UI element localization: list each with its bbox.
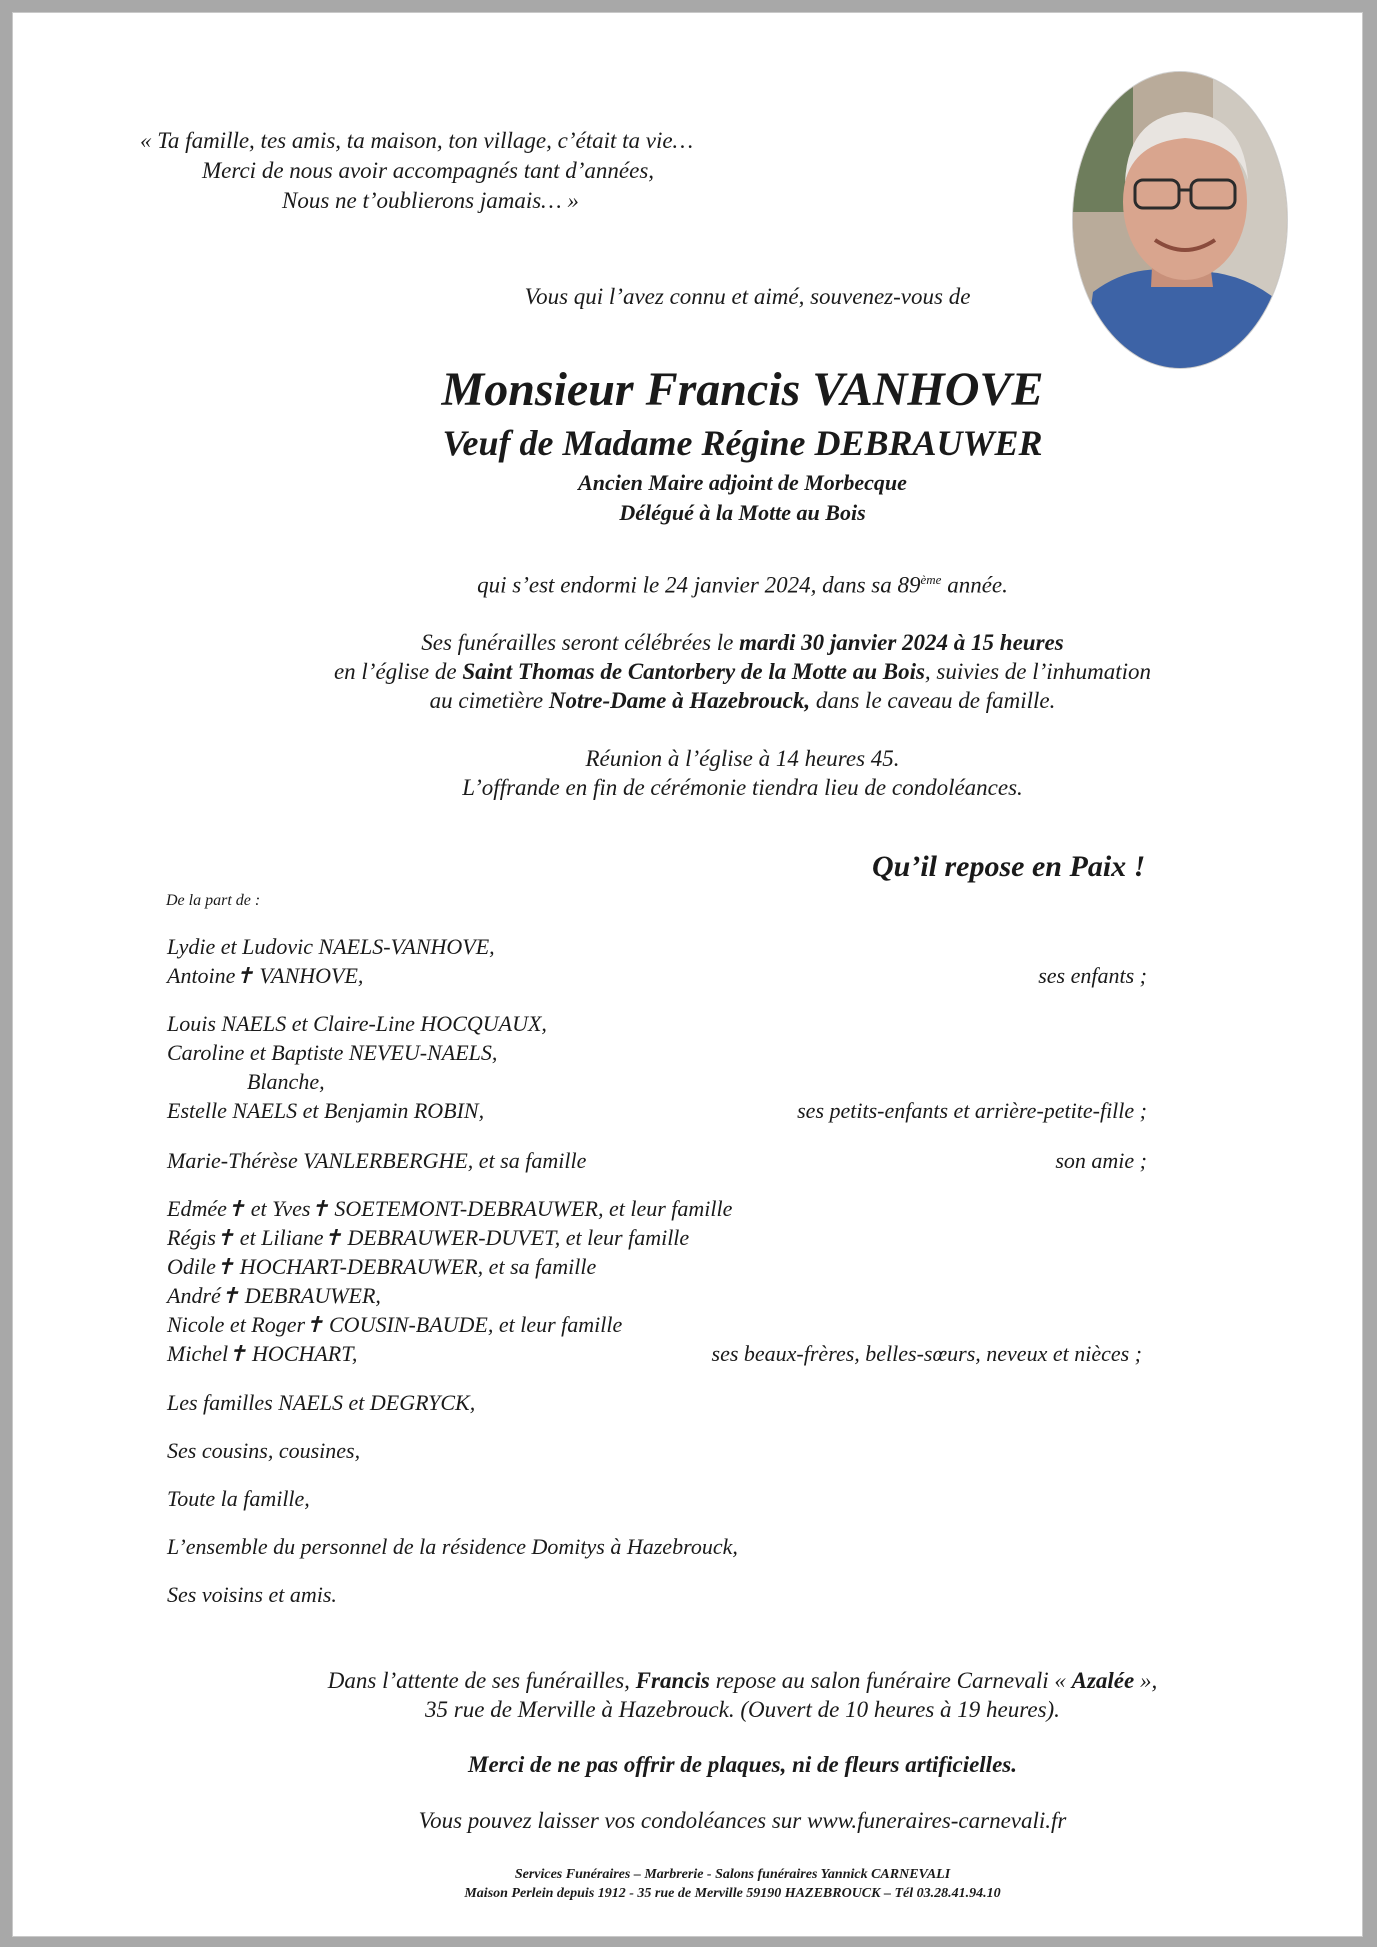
family-line [167,932,1197,961]
family-friend [167,1146,1197,1175]
portrait-photo [1073,72,1287,368]
family-line [167,1223,1197,1252]
family-line [167,1096,1197,1125]
relation-grandchildren: ses petits-enfants et arrière-petite-fille ; [797,1098,1147,1123]
family-inlaws [167,1194,1197,1368]
condolences-line: Vous pouvez laisser vos condoléances sur www.funeraires-carnevali.fr [418,1808,1067,1833]
reunion-line-2: L’offrande en fin de cérémonie tiendra lieu de condoléances. [462,775,1023,800]
death-announcement [12,572,1363,599]
death-sup: ème [920,572,942,587]
funeral-line-3 [12,688,1363,714]
family-children [167,932,1197,990]
role-line-2: Délégué à la Motte au Bois [619,500,866,525]
family-name: Louis NAELS et Claire-Line HOCQUAUX, [167,1011,547,1036]
portrait-illustration [1073,72,1287,368]
family-name: Marie-Thérèse VANLERBERGHE, et sa famille [167,1148,587,1173]
quote-line-1: « Ta famille, tes amis, ta maison, ton village, c’était ta vie… [140,128,694,153]
family-name: Nicole et Roger✝ COUSIN-BAUDE, et leur famille [167,1312,623,1337]
intro-line: Vous qui l’avez connu et aimé, souvenez-vous de [524,284,971,309]
family-line [167,1067,1197,1096]
family-other-5: Ses voisins et amis. [167,1582,337,1607]
opening-quote [140,126,780,216]
death-text: qui s’est endormi le 24 janvier 2024, dans sa 89 [477,572,921,598]
funeral-l2-c: , suivies de l’inhumation [924,659,1152,684]
widow-line: Veuf de Madame Régine DEBRAUWER [442,423,1043,463]
family-name: Lydie et Ludovic NAELS-VANHOVE, [167,934,495,959]
family-name: Antoine✝ VANHOVE, [167,963,364,988]
family-other-3: Toute la famille, [167,1486,310,1511]
funeral-l3-a: au cimetière [429,688,549,713]
role-line-1: Ancien Maire adjoint de Morbecque [578,470,907,495]
family-name: Edmée✝ et Yves✝ SOETEMONT-DEBRAUWER, et leur famille [167,1196,733,1221]
family-line [167,1281,1197,1310]
salon-line-2: 35 rue de Merville à Hazebrouck. (Ouvert de 10 heures à 19 heures). [425,1697,1060,1722]
cemetery-name: Notre-Dame à Hazebrouck, [548,688,811,713]
salon-line-1 [12,1668,1363,1694]
family-name: Odile✝ HOCHART-DEBRAUWER, et sa famille [167,1254,597,1279]
rest-in-peace: Qu’il repose en Paix ! [872,850,1146,883]
funeral-l3-c: dans le caveau de famille. [810,688,1056,713]
family-line [167,1310,1197,1339]
funeral-l2-a: en l’église de [333,659,463,684]
funeral-line-2 [12,659,1363,685]
family-name: Michel✝ HOCHART, [167,1341,358,1366]
family-line [167,1146,1197,1175]
footer-line-1: Services Funéraires – Marbrerie - Salons funéraires Yannick CARNEVALI [514,1867,951,1882]
family-name: André✝ DEBRAUWER, [167,1283,381,1308]
family-line [167,961,1197,990]
footer-line-2: Maison Perlein depuis 1912 - 35 rue de Merville 59190 HAZEBROUCK – Tél 03.28.41.94.10 [464,1886,1001,1901]
salon-first-name: Francis [635,1668,710,1693]
funeral-line-1 [12,630,1363,656]
family-grandchildren [167,1009,1197,1125]
from-label: De la part de : [166,892,261,909]
obituary-page [12,12,1363,1937]
salon-l1-e: », [1134,1668,1158,1693]
salon-l1-a: Dans l’attente de ses funérailles, [327,1668,636,1693]
family-other-2: Ses cousins, cousines, [167,1438,361,1463]
deceased-name: Monsieur Francis VANHOVE [441,363,1044,416]
family-line [167,1339,1197,1368]
relation-friend: son amie ; [1055,1148,1147,1173]
relation-inlaws: ses beaux-frères, belles-sœurs, neveux et nièces ; [711,1341,1142,1366]
funeral-date: mardi 30 janvier 2024 à 15 heures [739,630,1064,655]
family-line [167,1252,1197,1281]
family-line [167,1038,1197,1067]
family-line [167,1009,1197,1038]
salon-l1-c: repose au salon funéraire Carnevali « [709,1668,1072,1693]
funeral-l1-a: Ses funérailles seront célébrées le [421,630,740,655]
family-name: Caroline et Baptiste NEVEU-NAELS, [167,1040,498,1065]
death-suffix: année. [941,572,1008,598]
salon-room-name: Azalée [1071,1668,1135,1693]
church-name: Saint Thomas de Cantorbery de la Motte au Bois [462,659,925,684]
reunion-line-1: Réunion à l’église à 14 heures 45. [585,746,900,771]
family-other-1: Les familles NAELS et DEGRYCK, [167,1390,476,1415]
quote-line-2: Merci de nous avoir accompagnés tant d’années, [202,158,655,183]
family-name: Régis✝ et Liliane✝ DEBRAUWER-DUVET, et leur famille [167,1225,690,1250]
relation-children: ses enfants ; [1038,963,1147,988]
family-name: Estelle NAELS et Benjamin ROBIN, [167,1098,485,1123]
family-name: Blanche, [247,1069,325,1094]
quote-line-3: Nous ne t’oublierons jamais… » [282,188,579,213]
no-plaques-notice: Merci de ne pas offrir de plaques, ni de fleurs artificielles. [468,1752,1017,1777]
family-other-4: L’ensemble du personnel de la résidence Domitys à Hazebrouck, [167,1534,738,1559]
family-line [167,1194,1197,1223]
